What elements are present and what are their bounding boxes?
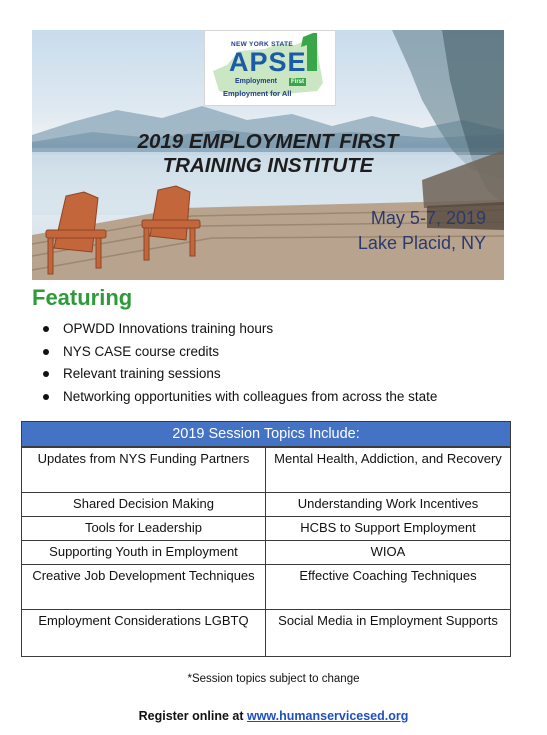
logo-first-badge: First [291, 79, 305, 85]
logo-employment-text: Employment [235, 78, 278, 85]
table-cell: Shared Decision Making [22, 493, 266, 516]
list-item [40, 363, 437, 386]
featuring-heading: Featuring [32, 285, 133, 310]
session-topics-table [21, 421, 511, 657]
bullet-icon [43, 394, 49, 400]
list-item [40, 318, 437, 341]
table-cell: Creative Job Development Techniques [22, 565, 266, 609]
table-row [22, 540, 510, 564]
table-cell: Tools for Leadership [22, 517, 266, 540]
table-row [22, 492, 510, 516]
logo-apse-text: APSE [229, 47, 307, 77]
list-item-text: Networking opportunities with colleagues from across the state [63, 388, 438, 404]
featuring-list [40, 318, 437, 408]
table-row [22, 447, 510, 492]
table-cell: HCBS to Support Employment [300, 520, 476, 535]
table-row [22, 516, 510, 540]
event-title-line2: TRAINING INSTITUTE [162, 154, 374, 177]
table-row [22, 564, 510, 609]
logo-tagline: Employment for All [223, 89, 292, 98]
bullet-icon [43, 371, 49, 377]
table-cell: WIOA [370, 544, 406, 559]
event-date: May 5-7, 2019 [370, 208, 486, 228]
list-item [40, 386, 437, 409]
register-link[interactable]: www.humanservicesed.org [246, 709, 409, 723]
apse-logo [204, 30, 336, 106]
logo-state-text: NEW YORK STATE [231, 41, 293, 48]
event-title-line1: 2019 EMPLOYMENT FIRST [137, 130, 399, 153]
event-location: Lake Placid, NY [357, 233, 486, 253]
table-cell: Updates from NYS Funding Partners [22, 448, 266, 492]
table-cell: Supporting Youth in Employment [22, 541, 266, 564]
list-item-text: OPWDD Innovations training hours [63, 321, 274, 336]
register-line [0, 709, 547, 723]
table-cell: Social Media in Employment Supports [278, 613, 498, 628]
table-cell: Employment Considerations LGBTQ [22, 610, 266, 656]
table-row [22, 609, 510, 656]
bullet-icon [43, 326, 49, 332]
table-cell: Effective Coaching Techniques [299, 568, 477, 583]
table-header: 2019 Session Topics Include: [22, 422, 510, 447]
list-item [40, 341, 437, 364]
hero-image [32, 30, 504, 280]
list-item-text: Relevant training sessions [63, 366, 221, 381]
register-prefix: Register online at [138, 709, 247, 723]
list-item-text: NYS CASE course credits [63, 343, 220, 359]
event-title [32, 130, 504, 178]
table-cell: Mental Health, Addiction, and Recovery [274, 451, 502, 466]
bullet-icon [43, 349, 49, 355]
topics-disclaimer: *Session topics subject to change [187, 673, 360, 685]
table-cell: Understanding Work Incentives [297, 496, 479, 511]
